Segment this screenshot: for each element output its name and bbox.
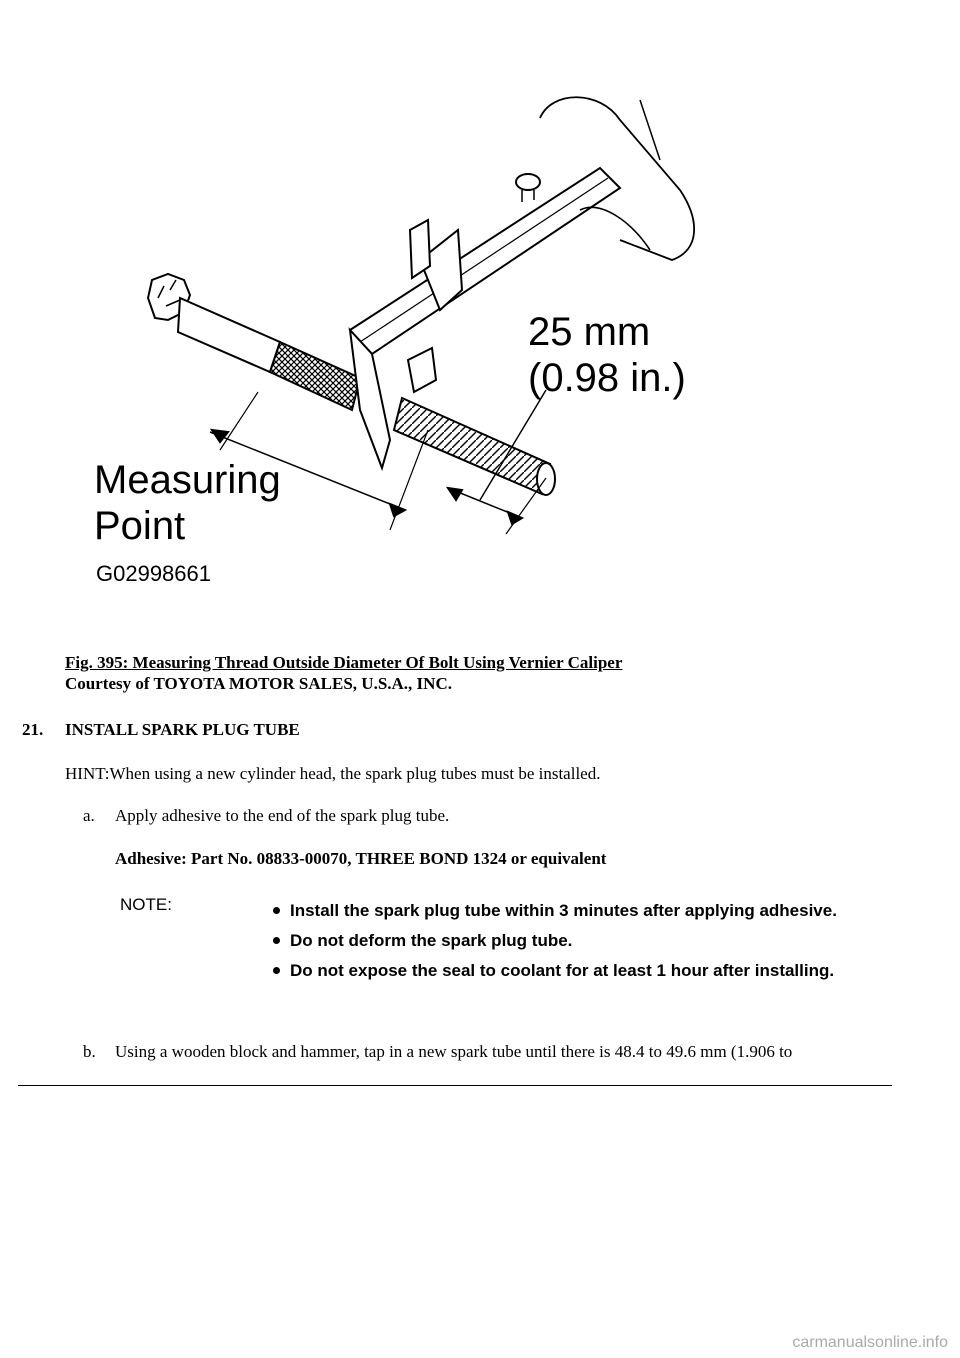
note-label: NOTE: <box>120 895 172 914</box>
caption-courtesy: Courtesy of TOYOTA MOTOR SALES, U.S.A., INC. <box>65 674 452 693</box>
bullet-icon <box>273 967 280 974</box>
step-number: 21. <box>22 720 44 739</box>
hint-text: HINT:When using a new cylinder head, the spark plug tubes must be installed. <box>65 764 601 783</box>
footer-watermark: carmanualsonline.info <box>792 1334 948 1351</box>
note-item-text: Install the spark plug tube within 3 minutes after applying adhesive. <box>290 901 837 920</box>
substep-a-text: Apply adhesive to the end of the spark plug tube. <box>115 806 450 825</box>
note-item <box>270 900 850 922</box>
step-title: INSTALL SPARK PLUG TUBE <box>65 720 300 739</box>
note-item-text: Do not expose the seal to coolant for at least 1 hour after installing. <box>290 961 835 980</box>
caption-title[interactable]: Fig. 395: Measuring Thread Outside Diameter Of Bolt Using Vernier Caliper <box>65 653 623 672</box>
note-item-text: Do not deform the spark plug tube. <box>290 931 573 950</box>
substep-b <box>83 1042 792 1062</box>
adhesive-spec: Adhesive: Part No. 08833-00070, THREE BOND 1324 or equivalent <box>115 849 607 868</box>
step-heading <box>22 720 300 740</box>
figure-caption <box>65 652 622 694</box>
dimension-label-in: (0.98 in.) <box>528 356 686 400</box>
bullet-icon <box>273 907 280 914</box>
point-label: Point <box>94 504 186 548</box>
note-list <box>270 900 850 990</box>
dimension-label-mm: 25 mm <box>528 310 651 354</box>
figure-code: G02998661 <box>96 561 211 586</box>
measuring-label: Measuring <box>94 458 281 502</box>
figure-illustration <box>60 80 760 600</box>
substep-a-letter: a. <box>83 806 95 825</box>
note-item <box>270 960 850 982</box>
substep-b-text: Using a wooden block and hammer, tap in a new spark tube until there is 48.4 to 49.6 mm (1.906 to <box>115 1042 793 1061</box>
substep-a <box>83 806 449 826</box>
page-divider <box>18 1085 892 1086</box>
substep-b-letter: b. <box>83 1042 96 1061</box>
bullet-icon <box>273 937 280 944</box>
note-item <box>270 930 850 952</box>
